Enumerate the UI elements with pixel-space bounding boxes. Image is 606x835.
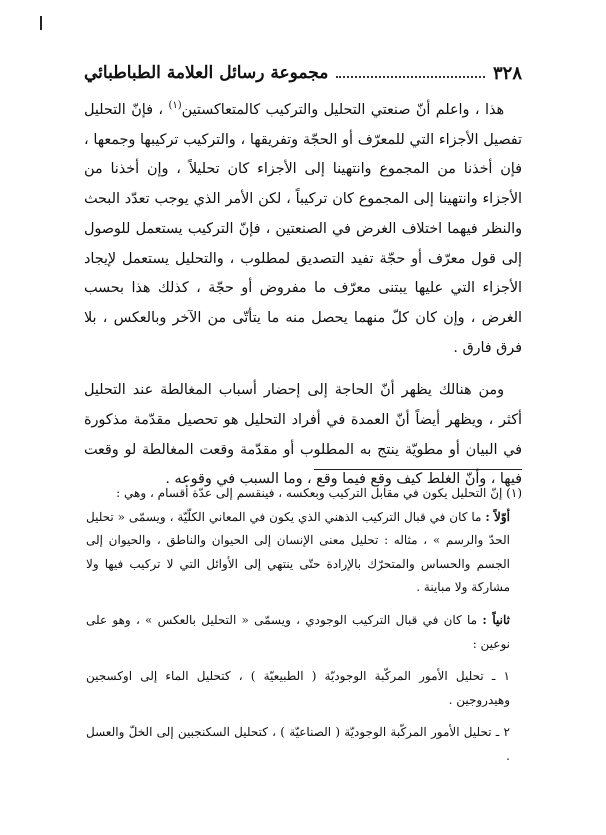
header-dot-leader (336, 76, 485, 78)
running-header (84, 58, 522, 88)
paragraph-2: ومن هنالك يظهر أنّ الحاجة إلى إحضار أسباب المغالطة عند التحليل أكثر ، ويظهر أيضاً أنّ العمدة في أفراد التحليل هو تحصيل مقدّمة مذكورة في البيان أو مطويّة ينتج به المطلوب أو مقدّمة وقعت المغالطة لو وقعت فيها ، وأنّ الغلط كيف وقع فيما وقع ، وما السبب في وقوعه . (84, 382, 522, 488)
footnote-intro: (١) إنّ التحليل يكون في مقابل التركيب وبعكسه ، فينقسم إلى عدّة أقسام ، وهي : (116, 486, 522, 500)
footnotes (86, 482, 522, 769)
paragraph-1 (84, 96, 522, 363)
page-edge-mark (40, 16, 42, 30)
page-number: ٣٢٨ (492, 62, 522, 84)
paragraph-1-lead: هذا ، واعلم أنّ صنعتي التحليل والتركيب كالمتعاكستين (181, 102, 504, 118)
footnote-reference: (١) (168, 100, 182, 112)
footnote-first-section (86, 506, 522, 600)
footnote-second-text: ما كان في قبال التركيب الوجودي ، ويسمّى « التحليل بالعكس » ، وهو على نوعين : (86, 612, 510, 651)
footnote-item-2: ٢ ـ تحليل الأمور المركّبة الوجوديّة ( الصناعيّة ) ، كتحليل السكنجبين إلى الخلّ والعسل . (86, 725, 510, 763)
paragraph-1-rest: ، فإنّ التحليل تفصيل الأجزاء التي للمعرّف أو الحجّة وتفريقها ، والتركيب تركيبها وجمعها ، فإن أخذنا من المجموع وانتهينا إلى الأجزاء كان تحليلاً ، وإن أخذنا من الأجزاء وانتهينا إلى المجموع كان تركيباً ، لكن الأمر الذي يوجب تعدّد البحث والنظر فيهما اختلاف الغرض في الصنعتين ، فإنّ التركيب يستعمل للوصول إلى قول معرّف أو حجّة تفيد التصديق لمطلوب ، والتحليل يستعمل لإيجاد الأجزاء التي عليها يبتنى معرّف ما مفروض أو حجّة ، كذلك هذا بحسب الغرض ، وإن كان كلّ منهما يحصل منه ما يتأتّى من الآخر وبالعكس ، بلا فرق فارق . (84, 102, 522, 356)
footnote-separator (314, 469, 522, 470)
footnote-item-1: ١ ـ تحليل الأمور المركّبة الوجوديّة ( الطبيعيّة ) ، كتحليل الماء إلى اوكسجين وهيدروجين . (86, 669, 510, 707)
footnote-second-section (86, 609, 522, 656)
book-title: مجموعة رسائل العلامة الطباطبائي (84, 63, 329, 83)
main-text (84, 96, 522, 495)
footnote-second-label: ثانياً : (482, 612, 510, 627)
footnote-first-label: أوّلاً : (485, 509, 510, 524)
footnote-first-text: ما كان في قبال التركيب الذهني الذي يكون في المعاني الكلّيّة ، ويسمّى « تحليل الحدّ والرسم » ، مثاله : تحليل معنى الإنسان إلى الحيوان والناطق ، والحيوان إلى الجسم والحساس والمتحرّك بالإرادة حتّى ينتهي إلى الأوائل التي لا تركيب فيها ولا مشاركة ولا مباينة . (86, 509, 510, 595)
